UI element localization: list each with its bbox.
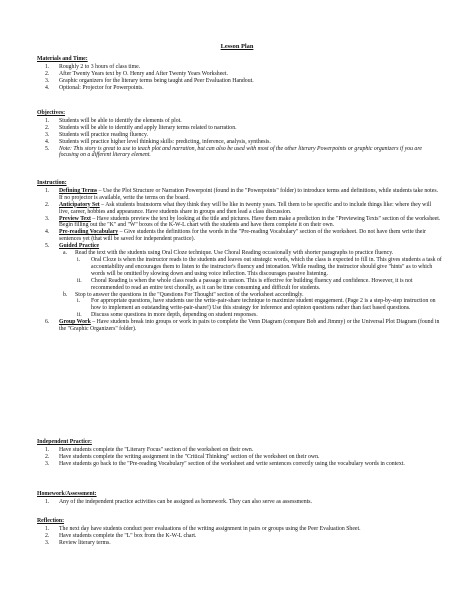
independent-practice-section — [37, 439, 442, 468]
instruction-section — [37, 180, 442, 333]
objectives-section — [37, 110, 442, 159]
list-item: ii. Discuss some questions in more depth, depending on student responses. — [77, 312, 258, 319]
instruction-heading: Instruction: — [37, 180, 67, 186]
list-item: 5. Note: This story is great to use to teach plot and narration, but can also be used with most of the other literary Powerpoints or graphic organizers if you are focusing on a different literary element. — [45, 145, 422, 159]
homework-section — [37, 491, 442, 506]
materials-heading: Materials and Time: — [37, 56, 88, 62]
list-item: 1. Defining Terms – Use the Plot Structure or Narration Powerpoint (found in the "Powerpoints" folder) to introduce terms and definitions, while students take notes. If no projector is available, write the terms on the board. — [45, 187, 439, 201]
list-item: 2. Have students complete the writing assignment in the "Critical Thinking" section of the worksheet on their own. — [45, 453, 320, 460]
list-item: 4. Optional: Projector for Powerpoints. — [45, 84, 144, 91]
objectives-heading: Objectives: — [37, 110, 66, 116]
list-item: 2. Students will be able to identify and apply literary terms related to narration. — [45, 124, 237, 131]
list-item: a. Read the text with the students using Oral Cloze technique. Use Choral Reading occasionally with shorter paragraphs to practice fluency. i. Oral Cloze is when the instructor reads to the students and leaves out strategic words, which the class is expected to fill in. This gives students a task of accountability and encourages them to listen to the instructor's fluency and intonation. While reading, the instructor should give "hints" as to which words will be omitted by slowing down and using voice inflection. This discourages passive listening. ii. Choral Reading is when the whole class reads a passage in unison. This is effective for building fluency and confidence. However, it is not recommended to read an entire text chorally, as it can be time consuming and difficult for students. — [63, 250, 442, 291]
list-item: 2. Anticipatory Set – Ask students brainstorm what they think they will be like in twenty years. Tell them to be specific and to include things like: where they will live, career, hobbies and appearance. Have students share in groups and then lead a class discussion. — [45, 201, 432, 215]
list-item: 1. The next day have students conduct peer evaluations of the writing assignment in pairs or groups using the Peer Evaluation Sheet. — [45, 525, 361, 532]
list-item: 4. Pre-reading Vocabulary – Give students the definitions for the words in the "Pre-reading Vocabulary" section of the worksheet. Do not have them write their sentences yet (that will be saved for independent practice). — [45, 229, 426, 243]
list-item: 3. Graphic organizers for the literary terms being taught and Peer Evaluation Handout. — [45, 77, 254, 84]
list-item: 1. Any of the independent practice activities can be assigned as homework. They can also serve as assessments. — [45, 498, 312, 505]
list-item: 3. Students will practice reading fluency. — [45, 131, 148, 138]
list-item: 5. Guided Practice a. Read the text with the students using Oral Cloze technique. Use Choral Reading occasionally with shorter paragraphs to practice fluency. i. Oral Cloze is when the instructor reads to the students and leaves out strategic words, which the class is expected to fill in. This gives students a task of accountability and encourages them to listen to the instructor's fluency and intonation. While reading, the instructor should give "hints" as to which words will be omitted by slowing down and using voice inflection. This discourages passive listening. ii. Choral Reading is when the whole class reads a passage in unison. This is effective for building fluency and confidence. However, it is not recommended to read an entire text chorally, as it can be time consuming and difficult for students. b. Stop to answer the questions in the "Questions For Thought" section of the worksheet accordingly. i. For appropriate questions, have students use the write-pair-share technique to maximize student engagement. (Page 2 is a step-by-step instruction on how to implement an outstanding write-pair-share!) Use this strategy for inference and opinion questions rather than fact based questions. ii. Discuss some questions in more depth, depending on student responses. — [45, 243, 442, 319]
materials-section — [37, 56, 442, 92]
list-item: 3. Have students go back to the "Pre-reading Vocabulary" section of the worksheet and write sentences correctly using the vocabulary words in context. — [45, 460, 405, 467]
list-item: 4. Students will practice higher level thinking skills: predicting, inference, analysis, synthesis. — [45, 138, 271, 145]
list-item: ii. Choral Reading is when the whole class reads a passage in unison. This is effective for building fluency and confidence. However, it is not recommended to read an entire text chorally, as it can be time consuming and difficult for students. — [77, 277, 413, 291]
list-item: 1. Students will be able to identify the elements of plot. — [45, 117, 182, 124]
reflection-section — [37, 518, 442, 547]
independent-heading: Independent Practice: — [37, 439, 92, 445]
list-item: 3. Preview Text – Have students preview the text by looking at the title and pictures. Have them make a prediction in the "Previewing Texts" section of the worksheet. Begin filling out the "K" and "W" boxes of the K-W-L chart with the students and have them complete it on their own. — [45, 215, 441, 229]
list-item: b. Stop to answer the questions in the "Questions For Thought" section of the worksheet accordingly. i. For appropriate questions, have students use the write-pair-share technique to maximize student engagement. (Page 2 is a step-by-step instruction on how to implement an outstanding write-pair-share!) Use this strategy for inference and opinion questions rather than fact based questions. ii. Discuss some questions in more depth, depending on student responses. — [59, 292, 442, 320]
list-item: 1. Have students complete the "Literary Focus" section of the worksheet on their own. — [45, 446, 254, 453]
reflection-heading: Reflection: — [37, 518, 65, 524]
list-item: 6. Group Work – Have students break into groups or work in pairs to complete the Venn Diagram (compare Bob and Jimmy) or the Universal Plot Diagram (found in the "Graphic Organizers" folder). — [45, 319, 440, 333]
homework-heading: Homework/Assessment: — [37, 491, 97, 497]
list-item: 3. Review literary terms. — [45, 539, 111, 546]
page-title: Lesson Plan — [220, 43, 254, 50]
list-item: 2. After Twenty Years text by O. Henry and After Twenty Years Worksheet. — [45, 70, 228, 77]
list-item: 1. Roughly 2 to 3 hours of class time. — [45, 63, 141, 70]
list-item: i. Oral Cloze is when the instructor reads to the students and leaves out strategic words, which the class is expected to fill in. This gives students a task of accountability and encourages them to listen to the instructor's fluency and intonation. While reading, the instructor should give "hints" as to which words will be omitted by slowing down and using voice inflection. This discourages passive listening. — [77, 256, 442, 277]
list-item: i. For appropriate questions, have students use the write-pair-share technique to maximize student engagement. (Page 2 is a step-by-step instruction on how to implement an outstanding write-pair-share!) Use this strategy for inference and opinion questions rather than fact based questions. — [77, 298, 436, 312]
list-item: 2. Have students complete the "L" box from the K-W-L chart. — [45, 532, 197, 539]
